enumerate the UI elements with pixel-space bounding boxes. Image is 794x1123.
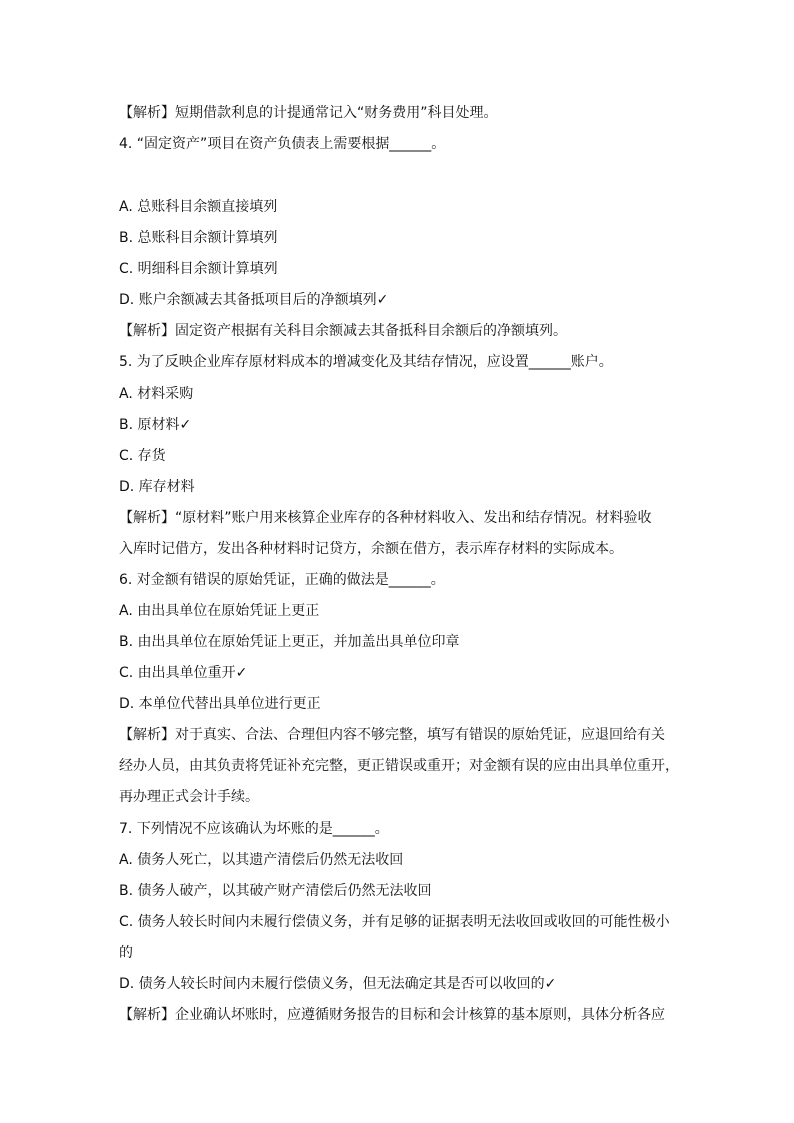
option-d: D. 库存材料 [119, 479, 195, 495]
question-5: 5. 为了反映企业库存原材料成本的增减变化及其结存情况，应设置______账户。 [119, 354, 613, 370]
option-b: B. 总账科目余额计算填列 [119, 230, 278, 246]
option-b: B. 债务人破产，以其破产财产清偿后仍然无法收回 [119, 883, 432, 899]
option-c: C. 存货 [119, 448, 166, 464]
analysis-text: 【解析】企业确认坏账时，应遵循财务报告的目标和会计核算的基本原则，具体分析各应 [119, 1007, 665, 1023]
analysis-text: 【解析】固定资产根据有关科目余额减去其备抵科目余额后的净额填列。 [119, 323, 567, 339]
analysis-text-continued: 入库时记借方，发出各种材料时记贷方，余额在借方，表示库存材料的实际成本。 [119, 541, 623, 557]
option-c: C. 债务人较长时间内未履行偿债义务，并有足够的证据表明无法收回或收回的可能性极小 [119, 914, 670, 930]
option-c: C. 明细科目余额计算填列 [119, 261, 278, 277]
option-d: D. 账户余额减去其备抵项目后的净额填列✓ [119, 292, 389, 308]
option-a: A. 总账科目余额直接填列 [119, 199, 278, 215]
option-b: B. 原材料✓ [119, 417, 192, 433]
option-b: B. 由出具单位在原始凭证上更正，并加盖出具单位印章 [119, 634, 460, 650]
question-6: 6. 对金额有错误的原始凭证，正确的做法是______。 [119, 572, 445, 588]
analysis-text-continued: 经办人员，由其负责将凭证补充完整，更正错误或重开；对金额有误的应由出具单位重开， [119, 758, 679, 774]
option-d: D. 本单位代替出具单位进行更正 [119, 696, 321, 712]
option-c: C. 由出具单位重开✓ [119, 665, 248, 681]
question-4: 4. “固定资产”项目在资产负债表上需要根据______。 [119, 136, 446, 152]
option-a: A. 债务人死亡，以其遗产清偿后仍然无法收回 [119, 852, 404, 868]
option-a: A. 材料采购 [119, 386, 194, 402]
option-c-continued: 的 [119, 945, 133, 961]
question-7: 7. 下列情况不应该确认为坏账的是______。 [119, 821, 389, 837]
analysis-text: 【解析】对于真实、合法、合理但内容不够完整，填写有错误的原始凭证，应退回给有关 [119, 727, 665, 743]
analysis-text: 【解析】“原材料”账户用来核算企业库存的各种材料收入、发出和结存情况。材料验收 [119, 510, 652, 526]
option-a: A. 由出具单位在原始凭证上更正 [119, 603, 320, 619]
option-d: D. 债务人较长时间内未履行偿债义务，但无法确定其是否可以收回的✓ [119, 976, 557, 992]
analysis-text: 【解析】短期借款利息的计提通常记入“财务费用”科目处理。 [119, 105, 498, 121]
analysis-text-continued: 再办理正式会计手续。 [119, 789, 259, 805]
